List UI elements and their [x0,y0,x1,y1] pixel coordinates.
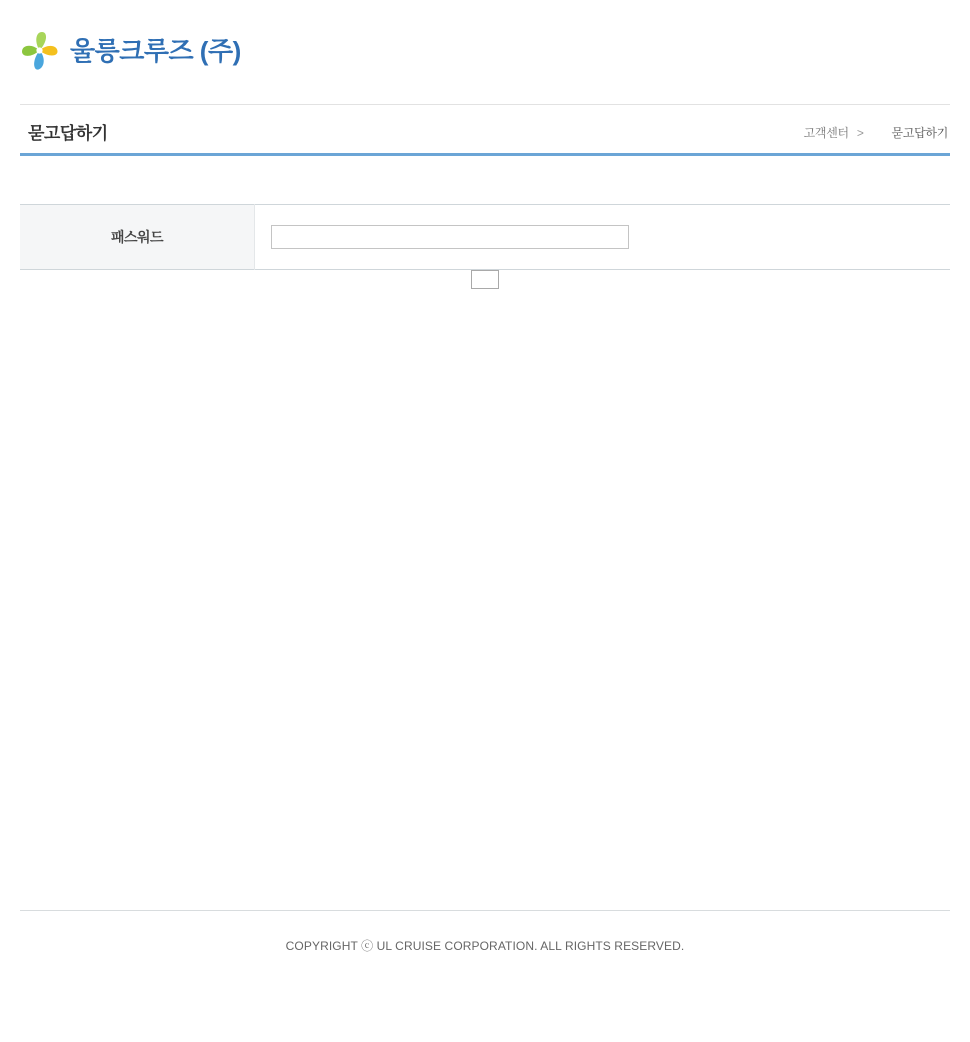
page-title-bar [20,104,950,156]
site-footer [20,910,950,954]
brand-logo-link[interactable] [20,30,241,72]
breadcrumb-root[interactable]: 고객센터 [803,126,849,140]
breadcrumb [804,124,948,141]
password-field-cell [255,205,951,270]
pinwheel-flower-icon [20,30,60,72]
confirm-button[interactable] [471,270,499,289]
brand-name: 울릉크루즈 (주) [70,36,241,66]
copyright-text: COPYRIGHT ⓒ UL CRUISE CORPORATION. ALL RIGHTS RESERVED. [285,939,685,953]
submit-row [0,270,970,289]
breadcrumb-separator-icon: > [856,125,864,140]
password-input[interactable] [271,225,629,249]
breadcrumb-current: 묻고답하기 [891,126,948,140]
table-row [20,205,950,270]
site-header [0,0,970,104]
password-label: 패스워드 [20,205,255,270]
password-form [20,204,950,270]
form-table [20,204,950,270]
page-title: 묻고답하기 [28,124,108,143]
